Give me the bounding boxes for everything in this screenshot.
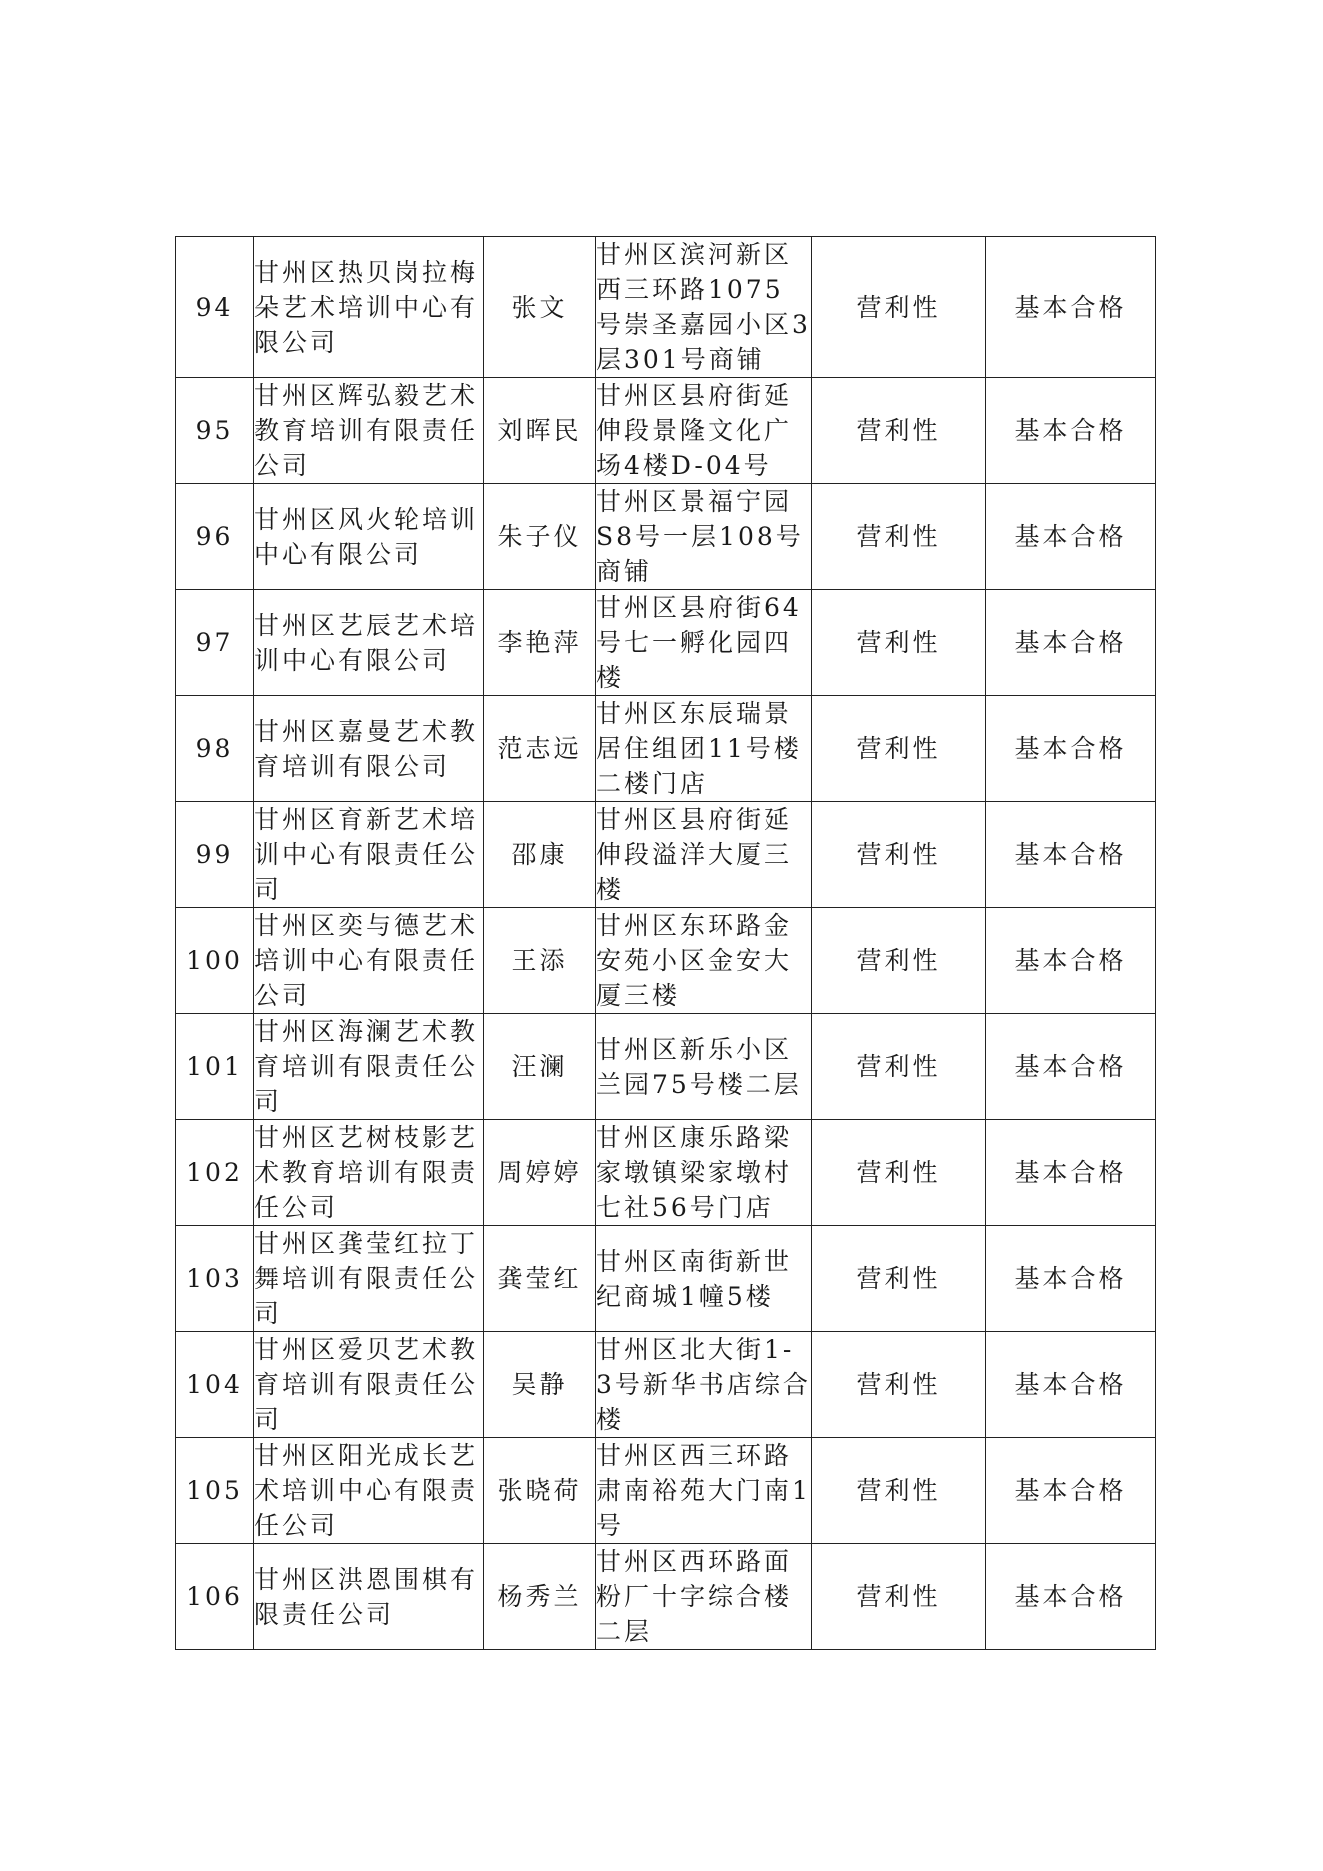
- row-number-cell: [176, 1120, 254, 1226]
- institution-type-cell: [812, 696, 986, 802]
- table-row: [176, 1014, 1156, 1120]
- institution-name-cell: [254, 484, 484, 590]
- institution-type: 营利性: [856, 840, 941, 869]
- inspection-result-cell: [986, 1014, 1156, 1120]
- inspection-result: 基本合格: [1014, 1476, 1127, 1505]
- legal-representative-cell: [484, 378, 596, 484]
- inspection-result: 基本合格: [1014, 946, 1127, 975]
- institution-type-cell: [812, 802, 986, 908]
- institution-address-cell: [596, 1544, 812, 1650]
- row-number: 100: [186, 946, 243, 975]
- institution-name-cell: [254, 1120, 484, 1226]
- inspection-result-cell: [986, 1544, 1156, 1650]
- institution-type-cell: [812, 908, 986, 1014]
- legal-representative: 龚莹红: [497, 1264, 582, 1293]
- institution-type-cell: [812, 1332, 986, 1438]
- legal-representative: 吴静: [511, 1370, 568, 1399]
- institution-address-cell: [596, 484, 812, 590]
- institution-type: 营利性: [856, 1476, 941, 1505]
- inspection-result-cell: [986, 484, 1156, 590]
- inspection-result: 基本合格: [1014, 292, 1127, 322]
- inspection-result-cell: [986, 802, 1156, 908]
- legal-representative: 朱子仪: [497, 522, 582, 551]
- inspection-result: 基本合格: [1014, 734, 1127, 763]
- institution-type: 营利性: [856, 1370, 941, 1399]
- institution-address-cell: [596, 1014, 812, 1120]
- table-row: [176, 484, 1156, 590]
- inspection-result: 基本合格: [1014, 1264, 1127, 1293]
- row-number-cell: [176, 696, 254, 802]
- table-row: [176, 1120, 1156, 1226]
- institution-address-cell: [596, 590, 812, 696]
- institution-name-cell: [254, 1226, 484, 1332]
- legal-representative-cell: [484, 1438, 596, 1544]
- row-number-cell: [176, 802, 254, 908]
- row-number-cell: [176, 1438, 254, 1544]
- legal-representative: 杨秀兰: [497, 1582, 582, 1611]
- institution-name-cell: [254, 696, 484, 802]
- institution-name-cell: [254, 1332, 484, 1438]
- legal-representative: 李艳萍: [497, 628, 582, 657]
- institution-name-cell: [254, 908, 484, 1014]
- legal-representative: 邵康: [511, 840, 568, 869]
- institution-address: 甘州区景福宁园S8号一层108号商铺: [596, 487, 804, 586]
- institution-name: 甘州区育新艺术培训中心有限责任公司: [254, 805, 479, 904]
- institution-type: 营利性: [856, 1158, 941, 1187]
- institution-name-cell: [254, 1438, 484, 1544]
- row-number: 95: [195, 416, 234, 445]
- institution-name-cell: [254, 1544, 484, 1650]
- inspection-result: 基本合格: [1014, 840, 1127, 869]
- institution-name: 甘州区艺树枝影艺术教育培训有限责任公司: [254, 1123, 479, 1222]
- institution-type: 营利性: [856, 1582, 941, 1611]
- row-number: 98: [195, 734, 234, 763]
- inspection-result-cell: [986, 1332, 1156, 1438]
- institution-name-cell: [254, 378, 484, 484]
- institution-type-cell: [812, 1544, 986, 1650]
- institution-address: 甘州区县府街延伸段景隆文化广场4楼D-04号: [596, 381, 793, 480]
- legal-representative-cell: [484, 484, 596, 590]
- row-number-cell: [176, 908, 254, 1014]
- row-number-cell: [176, 1332, 254, 1438]
- legal-representative-cell: [484, 1332, 596, 1438]
- institution-address-cell: [596, 802, 812, 908]
- inspection-result: 基本合格: [1014, 1052, 1127, 1081]
- institution-name: 甘州区风火轮培训中心有限公司: [254, 504, 479, 569]
- legal-representative-cell: [484, 590, 596, 696]
- institution-type: 营利性: [856, 946, 941, 975]
- institution-type: 营利性: [856, 1052, 941, 1081]
- legal-representative-cell: [484, 908, 596, 1014]
- row-number-cell: [176, 590, 254, 696]
- row-number-cell: [176, 1014, 254, 1120]
- institution-type-cell: [812, 1014, 986, 1120]
- row-number: 101: [186, 1052, 243, 1081]
- institution-name: 甘州区嘉曼艺术教育培训有限公司: [254, 716, 479, 781]
- institution-address: 甘州区新乐小区兰园75号楼二层: [596, 1034, 802, 1099]
- row-number: 94: [195, 292, 234, 322]
- institution-address: 甘州区滨河新区西三环路1075号崇圣嘉园小区3层301号商铺: [596, 240, 811, 374]
- institution-address: 甘州区东辰瑞景居住组团11号楼二楼门店: [596, 699, 802, 798]
- table-row: [176, 1438, 1156, 1544]
- institution-name: 甘州区奕与德艺术培训中心有限责任公司: [254, 911, 479, 1010]
- table-row: [176, 1544, 1156, 1650]
- institution-address-cell: [596, 237, 812, 378]
- institution-type: 营利性: [856, 628, 941, 657]
- table-row: [176, 1332, 1156, 1438]
- institution-table: [175, 236, 1156, 1650]
- institution-name: 甘州区海澜艺术教育培训有限责任公司: [254, 1017, 479, 1116]
- inspection-result: 基本合格: [1014, 1582, 1127, 1611]
- institution-address-cell: [596, 1120, 812, 1226]
- row-number: 102: [186, 1158, 243, 1187]
- institution-address: 甘州区东环路金安苑小区金安大厦三楼: [596, 911, 793, 1010]
- institution-type: 营利性: [856, 292, 941, 322]
- institution-type-cell: [812, 237, 986, 378]
- legal-representative: 范志远: [497, 734, 582, 763]
- row-number: 99: [195, 840, 234, 869]
- institution-type: 营利性: [856, 522, 941, 551]
- institution-type: 营利性: [856, 416, 941, 445]
- institution-type-cell: [812, 1438, 986, 1544]
- table-row: [176, 378, 1156, 484]
- table-row: [176, 908, 1156, 1014]
- row-number-cell: [176, 484, 254, 590]
- institution-address-cell: [596, 378, 812, 484]
- inspection-result-cell: [986, 908, 1156, 1014]
- institution-name: 甘州区辉弘毅艺术教育培训有限责任公司: [254, 381, 479, 480]
- institution-name-cell: [254, 237, 484, 378]
- legal-representative-cell: [484, 1226, 596, 1332]
- institution-address-cell: [596, 1332, 812, 1438]
- institution-name: 甘州区爱贝艺术教育培训有限责任公司: [254, 1335, 479, 1434]
- legal-representative: 刘晖民: [497, 416, 582, 445]
- legal-representative-cell: [484, 802, 596, 908]
- institution-address: 甘州区县府街延伸段溢洋大厦三楼: [596, 805, 793, 904]
- inspection-result: 基本合格: [1014, 1158, 1127, 1187]
- institution-type-cell: [812, 484, 986, 590]
- legal-representative: 张文: [511, 292, 568, 322]
- inspection-result-cell: [986, 1438, 1156, 1544]
- table-row: [176, 590, 1156, 696]
- institution-type: 营利性: [856, 734, 941, 763]
- row-number: 106: [186, 1582, 243, 1611]
- legal-representative-cell: [484, 1014, 596, 1120]
- legal-representative-cell: [484, 1544, 596, 1650]
- row-number: 96: [195, 522, 234, 551]
- legal-representative: 汪澜: [511, 1052, 568, 1081]
- legal-representative-cell: [484, 1120, 596, 1226]
- row-number: 105: [186, 1476, 243, 1505]
- institution-name: 甘州区阳光成长艺术培训中心有限责任公司: [254, 1441, 479, 1540]
- table-row: [176, 802, 1156, 908]
- legal-representative-cell: [484, 696, 596, 802]
- row-number: 104: [186, 1370, 243, 1399]
- institution-address: 甘州区西三环路肃南裕苑大门南1号: [596, 1441, 811, 1540]
- inspection-result-cell: [986, 378, 1156, 484]
- institution-address: 甘州区北大街1-3号新华书店综合楼: [596, 1335, 811, 1434]
- institution-address-cell: [596, 1438, 812, 1544]
- institution-address: 甘州区南街新世纪商城1幢5楼: [596, 1246, 793, 1311]
- inspection-result: 基本合格: [1014, 1370, 1127, 1399]
- legal-representative: 张晓荷: [497, 1476, 582, 1505]
- row-number: 103: [186, 1264, 243, 1293]
- institution-type-cell: [812, 590, 986, 696]
- institution-name: 甘州区热贝岗拉梅朵艺术培训中心有限公司: [254, 257, 479, 357]
- row-number: 97: [195, 628, 234, 657]
- institution-name-cell: [254, 590, 484, 696]
- row-number-cell: [176, 1544, 254, 1650]
- row-number-cell: [176, 1226, 254, 1332]
- inspection-result-cell: [986, 590, 1156, 696]
- institution-type-cell: [812, 378, 986, 484]
- table-row: [176, 237, 1156, 378]
- institution-address-cell: [596, 1226, 812, 1332]
- institution-type: 营利性: [856, 1264, 941, 1293]
- inspection-result-cell: [986, 1120, 1156, 1226]
- inspection-result: 基本合格: [1014, 628, 1127, 657]
- institution-name: 甘州区洪恩围棋有限责任公司: [254, 1564, 479, 1629]
- inspection-result-cell: [986, 237, 1156, 378]
- table-row: [176, 1226, 1156, 1332]
- institution-address-cell: [596, 696, 812, 802]
- inspection-result-cell: [986, 1226, 1156, 1332]
- institution-address-cell: [596, 908, 812, 1014]
- table-body: [176, 237, 1156, 1650]
- institution-address: 甘州区县府街64号七一孵化园四楼: [596, 593, 802, 692]
- row-number-cell: [176, 237, 254, 378]
- legal-representative-cell: [484, 237, 596, 378]
- institution-name: 甘州区龚莹红拉丁舞培训有限责任公司: [254, 1229, 479, 1328]
- inspection-result: 基本合格: [1014, 416, 1127, 445]
- institution-name-cell: [254, 802, 484, 908]
- inspection-result: 基本合格: [1014, 522, 1127, 551]
- table-row: [176, 696, 1156, 802]
- legal-representative: 王添: [511, 946, 568, 975]
- institution-name-cell: [254, 1014, 484, 1120]
- institution-address: 甘州区西环路面粉厂十字综合楼二层: [596, 1547, 793, 1646]
- inspection-result-cell: [986, 696, 1156, 802]
- legal-representative: 周婷婷: [497, 1158, 582, 1187]
- institution-name: 甘州区艺辰艺术培训中心有限公司: [254, 610, 479, 675]
- institution-type-cell: [812, 1226, 986, 1332]
- institution-address: 甘州区康乐路梁家墩镇梁家墩村七社56号门店: [596, 1123, 793, 1222]
- row-number-cell: [176, 378, 254, 484]
- institution-type-cell: [812, 1120, 986, 1226]
